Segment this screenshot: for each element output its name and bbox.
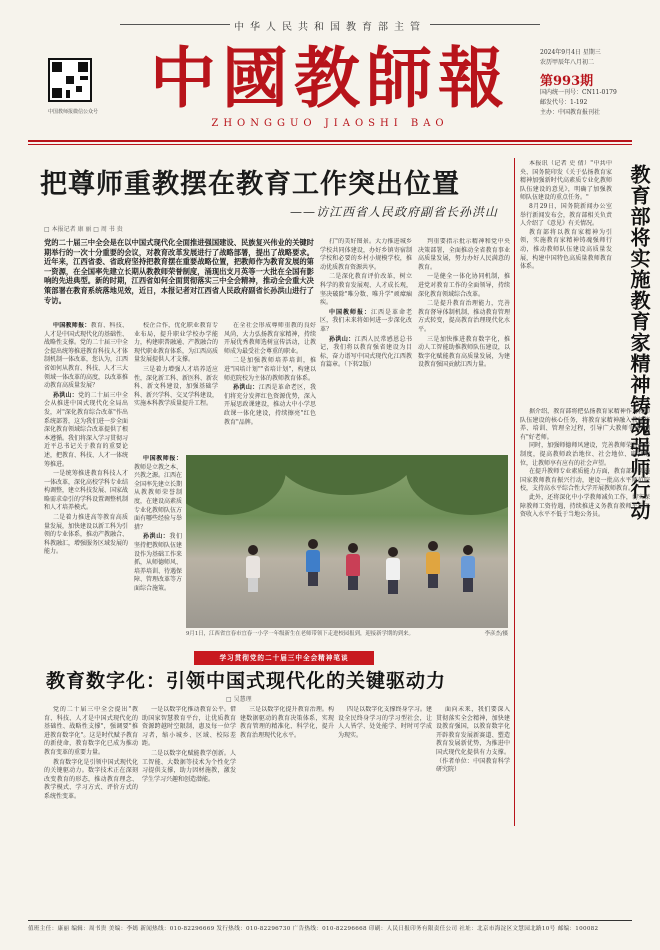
article-column-2	[134, 322, 218, 452]
paragraph: 党的二十届三中全会提出"教育、科技、人才是中国式现代化的基础性、战略性支撑"，强调要"推进教育数字化"。这是时代赋予教育的新使命，教育数字化已成为推动教育变革的重要力量。	[44, 706, 138, 756]
paragraph-text: 二是着力推进高等教育高质量发展，加快建设以新工科为引领的专业体系，推动产教融合、科教融汇，增强服务区域发展的能力。	[44, 514, 128, 556]
main-byline: □ 本报记者 康 丽 □ 周 书 贵	[44, 226, 123, 233]
column-divider	[514, 158, 515, 826]
paragraph-text: 一是统筹推进教育科技人才一体改革，深化高校学科专业结构调整，建立科技发展、国家战略需求牵引的学科设置调整机制和人才培养模式。	[44, 470, 128, 512]
paragraph	[134, 322, 218, 365]
paragraph	[224, 357, 316, 383]
paragraph-text: 教师是立教之本、兴教之源。江西在全国率先建立长期从教教师荣誉制度，在建设高素质专业化教师队伍方面有哪些经验与举措？	[134, 463, 182, 531]
paragraph	[320, 309, 412, 335]
footer-rule	[28, 920, 632, 921]
photo-caption-text: 9月1日，江西省宜春市宜春一小学一年级新生在老师带领下走进校园报到，迎接新学期的到来。	[186, 631, 414, 637]
section-banner[interactable]: 学习贯彻党的二十届三中全会精神笔谈	[194, 651, 374, 665]
side-article-body	[520, 408, 650, 520]
article-column-4	[320, 238, 412, 452]
main-lead: 党的二十届三中全会是在以中国式现代化全面推进强国建设、民族复兴伟业的关键时期举行的一次十分重要的会议，对教育改革发展进行了战略部署，提出了战略要求。近年来，江西省委、省政府坚持把教育摆在重要战略位置，把教师作为教育发展的第一资源，在全国率先建立长期从教教师荣誉制度，涌现出支月英等一大批在全国有影响的先进典型。新的时期，江西省如何全面贯彻落实三中全会精神，推动全会重大决策部署在教育系统落地见效，近日，本报记者对江西省人民政府副省长孙洪山进行了专访。	[44, 238, 314, 305]
paragraph-text: 校企合作，优化职业教育专业布局，提升职业学校办学能力，构建职普融通、产教融合的现代职业教育体系，为江西高质量发展提供人才支撑。	[134, 322, 218, 364]
paragraph-text: 二是加强教师培养培训，推进"国培计划""省培计划"，构建以师范院校为主体的教师教育体系。	[224, 357, 316, 382]
section-column-3	[240, 706, 334, 918]
footer-info: 值班主任：康丽 编辑：周书贵 美编：李嫣 新闻热线：010-82296669 发行热线：010-82296730 广告热线：010-82296668 印刷：人民日报印务有限责任公司 社址：北京市海淀区文慧园北路10号 邮编：100082	[28, 926, 599, 932]
article-column-5	[418, 238, 510, 452]
paragraph: 三是以数字化提升教育治理。构建数据驱动的教育决策体系，实现教育管理的精准化、科学化，提升教育治理现代化水平。	[240, 706, 334, 739]
host-org: 主办：中国教育报刊社	[540, 109, 601, 116]
paragraph-text: 江西是革命老区，我们将充分发挥红色资源优势，深入开展思政课建设，推动大中小学思政课一体化建设，持续擦亮"红色教育"品牌。	[224, 384, 316, 426]
speaker-label: 中国教师报：	[329, 308, 371, 316]
paragraph: 据介绍，教育部将把弘扬教育家精神作为教师队伍建设的核心任务，将教育家精神融入教师培养、培训、管理全过程，引导广大教师争做"四有"好老师。	[520, 408, 650, 441]
paragraph-text: 打"的美好图景。大力推进城乡学校共同体建设，办好乡镇寄宿制学校和必要的乡村小规模学校，推动优质教育资源共享。	[320, 238, 412, 271]
main-subheadline: ——访江西省人民政府副省长孙洪山	[290, 205, 499, 219]
paragraph	[418, 300, 510, 334]
paragraph: 二是以数字化赋能教学创新。人工智能、大数据等技术为个性化学习提供支撑，助力因材施教，激发学生学习兴趣和创造潜能。	[142, 749, 236, 783]
issue-number: 第993期	[540, 74, 594, 89]
qr-code[interactable]	[48, 58, 92, 102]
paragraph-text: 江西人民常感恩总书记，我们将以教育强省建设为目标，奋力谱写中国式现代化江西教育篇章。（下转2版）	[320, 335, 412, 369]
section-headline[interactable]: 教育数字化：引领中国式现代化的关键驱动力	[46, 670, 447, 692]
section-column-2	[142, 706, 236, 918]
newspaper-masthead: 中國教師報	[150, 39, 510, 117]
paragraph-text: 教育、科技、人才是中国式现代化的基础性、战略性支撑。党的二十届三中全会提出统筹推进教育科技人才体制机制一体改革，您认为，江西省如何从教育、科技、人才三大领域一体改革的高度，以改革推动教育高质量发展？	[44, 322, 128, 390]
paragraph-text: 三是加快推进教育数字化，推动人工智能助推教师队伍建设，以数字化赋能教育高质量发展，为建设教育强国贡献江西力量。	[418, 335, 510, 369]
paragraph	[320, 238, 412, 272]
paragraph-text: 在全社会形成尊师重教的良好风尚，大力弘扬教育家精神，持续开展优秀教师选树宣传活动，让教师成为最受社会尊重的职业。	[224, 322, 316, 355]
issue-meta	[540, 88, 650, 118]
paragraph	[224, 322, 316, 356]
paragraph	[224, 384, 316, 427]
photo-credit: 李彦杰/摄	[484, 631, 508, 637]
paragraph: 在提升教师专业素质能力方面，教育部将实施国家教师教育振兴行动，建设一批高水平师范院校，支持高水平综合性大学开展教师教育。	[520, 468, 650, 493]
paragraph	[44, 470, 128, 513]
section-column-5	[436, 706, 510, 918]
lunar-date: 农历甲辰年八月初二	[540, 59, 595, 66]
paragraph-text: 二是深化教育评价改革，树立科学的教育发展观、人才成长观，坚决破除"唯分数、唯升学"顽瘴痼疾。	[320, 273, 412, 307]
side-headline[interactable]: 教育部将实施教育家精神铸魂强师行动	[627, 164, 651, 521]
issue-date	[540, 48, 650, 68]
speaker-label: 中国教师报：	[53, 322, 91, 329]
paragraph-text: 判重要指示批示精神和党中央决策部署，全面推动全省教育事业高质量发展，努力办好人民满意的教育。	[418, 238, 510, 271]
paragraph-text: 三是着力增强人才培养适应性，深化新工科、新医科、新农科、新文科建设，加强基础学科、新兴学科、交叉学科建设，实施本科教学质量提升工程。	[134, 365, 218, 408]
section-column-1	[44, 706, 138, 918]
main-headline[interactable]: 把尊师重教摆在教育工作突出位置	[40, 169, 460, 200]
paragraph	[134, 455, 182, 532]
paragraph	[44, 392, 128, 469]
paragraph	[134, 533, 182, 593]
paragraph	[320, 273, 412, 307]
speaker-label: 中国教师报：	[143, 455, 182, 462]
speaker-label: 孙洪山：	[53, 391, 79, 399]
paragraph: 面向未来，我们要深入贯彻落实全会精神，加快建设教育强国，以教育数字化开辟教育发展新赛道、塑造教育发展新优势，为推进中国式现代化提供有力支撑。（作者单位：中国教育科学研究院）	[436, 706, 510, 774]
paragraph: 四是以数字化支撑终身学习。建设全民终身学习的学习型社会，让人人皆学、处处能学、时时可学成为现实。	[338, 706, 432, 739]
speaker-label: 孙洪山：	[233, 384, 259, 392]
paragraph: 一是以数字化推动教育公平。借助国家智慧教育平台，让优质教育资源跨越时空限制，惠及每一位学习者，缩小城乡、区域、校际差距。	[142, 706, 236, 748]
paragraph-text: 二是提升教育治理能力，完善教育督导体制机制，推动教育管理方式转变，提高教育治理现代化水平。	[418, 300, 510, 333]
paragraph	[44, 514, 128, 557]
paragraph-text: 党的二十届三中全会从推进中国式现代化全局出发，对"深化教育综合改革"作出系统部署，这为我们进一步全面深化教育领域综合改革提供了根本遵循。我们将深入学习贯彻习近平总书记关于教育的重要论述，把教育、科技、人才一体统筹推进。	[44, 391, 128, 468]
paragraph: 此外，还将深化中小学教师减负工作，切实保障教师工资待遇，持续推进义务教育教师平均工资收入水平不低于当地公务员。	[520, 493, 650, 519]
paragraph-text: 我们坚持把教师队伍建设作为基础工作来抓，从师德师风、培养培训、待遇保障、管理改革等方面综合施策。	[134, 533, 182, 592]
qr-caption: 中国教师报微信公众号	[47, 109, 98, 115]
paragraph: 8月29日，国务院新闻办公室举行新闻发布会，教育部相关负责人介绍了《意见》有关情况。	[520, 202, 612, 228]
paragraph: 同时，加强师德师风建设，完善教师荣誉表彰制度，提高教师政治地位、社会地位、职业地位，让教师享有应有的社会声望。	[520, 442, 650, 467]
masthead-rule	[28, 140, 632, 142]
article-column-2b	[134, 455, 182, 645]
side-intro-paragraph: 本报讯（记者 史 倩）"中共中央、国务院印发《关于弘扬教育家精神加强新时代高素质专业化教师队伍建设的意见》，明确了加强教师队伍建设的重点任务。"	[520, 160, 612, 202]
speaker-label: 孙洪山：	[143, 533, 170, 541]
date-line: 2024年9月4日 星期三	[540, 49, 601, 56]
paragraph	[44, 322, 128, 391]
paragraph-text: 江西是革命老区，我们未来将如何进一步深化改革？	[320, 308, 412, 333]
article-column-3	[224, 322, 316, 452]
side-article-intro	[520, 160, 612, 272]
post-code: 邮发代号：1-192	[540, 99, 588, 106]
paragraph	[134, 366, 218, 409]
paragraph	[418, 273, 510, 299]
news-photo[interactable]	[186, 455, 508, 628]
masthead-pinyin: ZHONGGUO JIAOSHI BAO	[211, 118, 449, 129]
section-byline: □ 吴慧理	[226, 696, 252, 703]
speaker-label: 孙洪山：	[329, 335, 355, 343]
cn-code: 国内统一刊号：CN11-0179	[540, 89, 617, 96]
supervising-org: 中华人民共和国教育部主管	[234, 22, 426, 33]
paragraph	[320, 336, 412, 370]
paragraph: 教育部将以教育家精神为引领，实施教育家精神铸魂强师行动，推动教师队伍建设高质量发展，构建中国特色高质量教师教育体系。	[520, 228, 612, 271]
paragraph	[418, 238, 510, 272]
photo-caption	[186, 630, 508, 638]
section-column-4	[338, 706, 432, 918]
paragraph: 教育数字化是引领中国式现代化的关键驱动力。数字技术正在深刻改变教育的形态，推动教育理念、教学模式、学习方式、评价方式的系统性变革。	[44, 758, 138, 800]
masthead-rule-thin	[28, 144, 632, 145]
paragraph	[418, 336, 510, 370]
paragraph-text: 一是健全一体化协同机制，推进党对教育工作的全面领导，持续深化教育领域综合改革。	[418, 273, 510, 298]
